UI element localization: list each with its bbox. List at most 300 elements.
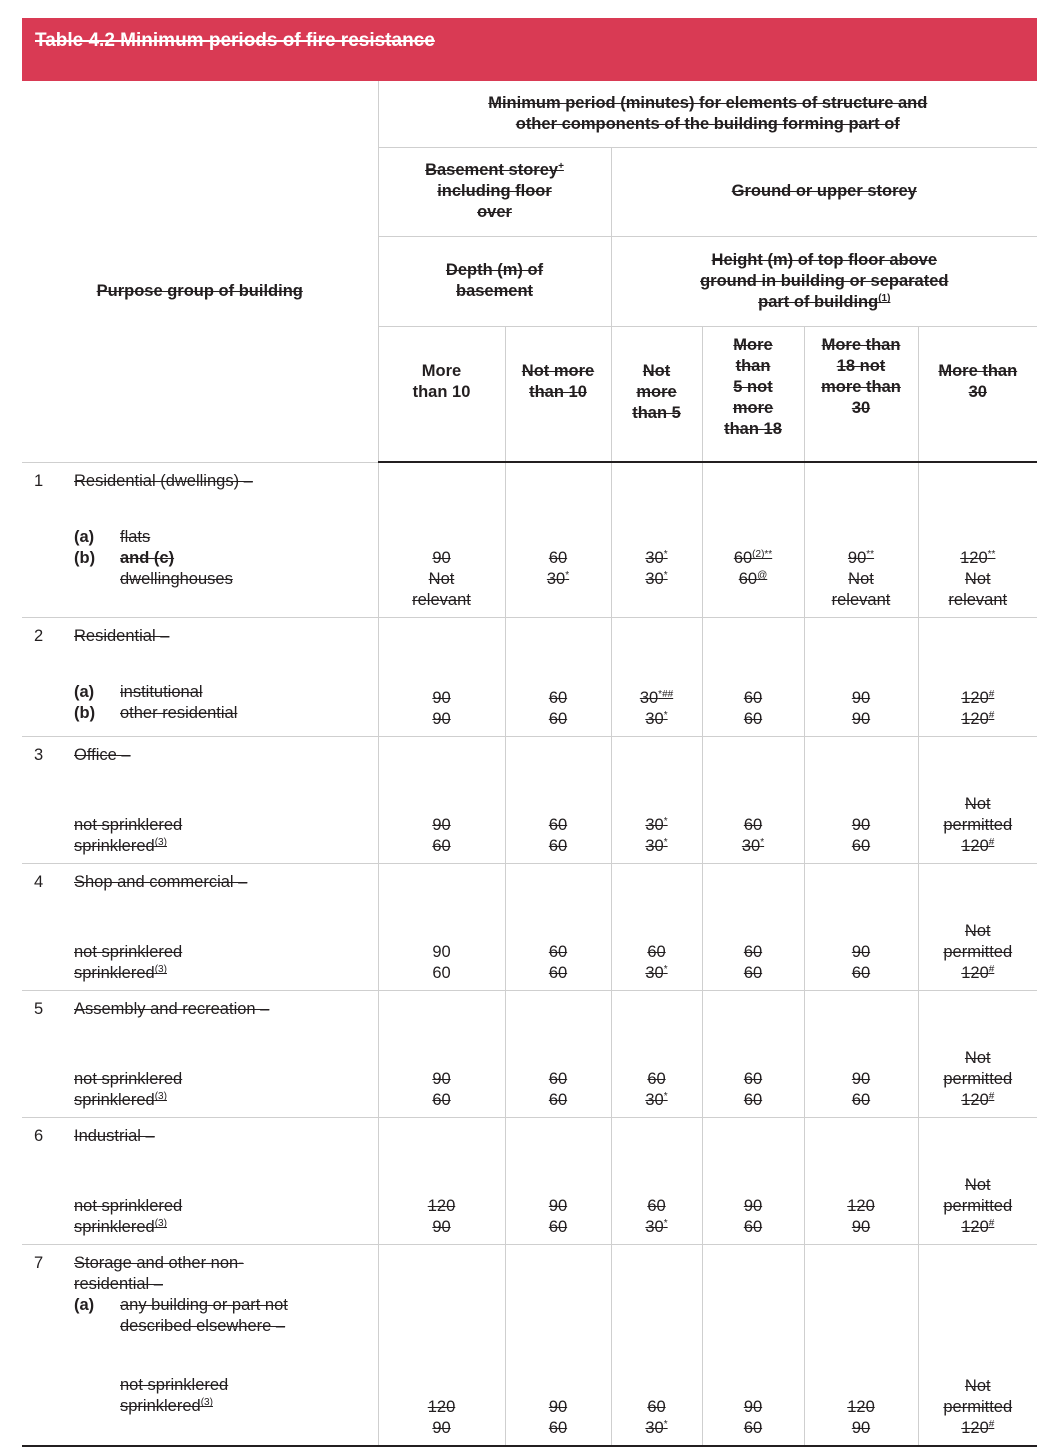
group-number: 6 — [34, 1126, 44, 1145]
value — [919, 1196, 1038, 1217]
column-header-3-line-2: more — [636, 382, 677, 401]
value — [506, 1397, 611, 1418]
value-mark: * — [663, 963, 668, 975]
column-header-5-line-2: 18 not — [836, 356, 886, 375]
item-text: sprinklered — [120, 1396, 201, 1415]
value — [379, 1069, 505, 1090]
value — [379, 1397, 505, 1418]
item-mark: (3) — [154, 963, 167, 975]
column-header-3-line-1: Not — [642, 361, 671, 380]
item-label: (a) — [74, 527, 95, 546]
value — [612, 590, 702, 611]
item-text: not sprinklered — [74, 1196, 183, 1215]
value — [919, 1090, 1038, 1111]
value-text: 60 — [851, 1090, 871, 1109]
item-text: not sprinklered — [74, 942, 183, 961]
group-4-col-5 — [804, 863, 918, 990]
column-header-4-line-3: 5 not — [733, 377, 773, 396]
value — [612, 709, 702, 730]
column-header-4-line-1: More — [733, 335, 773, 354]
value — [703, 1418, 804, 1439]
value-text: 30 — [645, 709, 664, 728]
value-top: Not — [964, 1048, 991, 1067]
table-title-banner — [22, 18, 1037, 81]
column-header-6-line-2: 30 — [968, 382, 987, 401]
value — [612, 963, 702, 984]
value — [703, 590, 804, 611]
value — [506, 963, 611, 984]
value-mark: * — [663, 815, 668, 827]
value-mark: * — [663, 569, 668, 581]
group-7-sub — [34, 1295, 378, 1316]
value-top: Not — [964, 1175, 991, 1194]
value-text: 120 — [961, 963, 989, 982]
value-text: 120 — [961, 1419, 989, 1437]
group-3-col-1 — [378, 736, 505, 863]
group-7-title-2: residential – — [74, 1274, 163, 1293]
group-7-col-3 — [611, 1244, 702, 1446]
value — [379, 1196, 505, 1217]
height-line-2: ground in building or separated — [700, 271, 949, 290]
value — [506, 1069, 611, 1090]
value-text: 30 — [645, 1419, 664, 1437]
value-mark: # — [988, 688, 995, 700]
table-title: Table 4.2 Minimum periods of fire resistance — [35, 30, 435, 51]
group-name: Assembly and recreation – — [74, 999, 270, 1018]
group-5-col-3 — [611, 990, 702, 1117]
value-text: 90 — [432, 688, 451, 707]
group-6-col-6 — [918, 1117, 1037, 1244]
item-text: other residential — [120, 703, 238, 722]
group-6-title — [34, 1126, 378, 1147]
value — [506, 688, 611, 709]
value-mark: * — [663, 1217, 668, 1229]
value — [805, 1090, 918, 1111]
value-text: 30 — [645, 548, 664, 567]
value-text: 30 — [645, 1217, 664, 1236]
group-6-col-1 — [378, 1117, 505, 1244]
value — [703, 1397, 804, 1418]
value-text: 90 — [548, 1398, 568, 1416]
value — [379, 548, 505, 569]
group-2-col-5 — [804, 617, 918, 736]
value — [379, 942, 505, 963]
group-6-col-5 — [804, 1117, 918, 1244]
group-7-item-1 — [34, 1375, 378, 1396]
value-text: 60 — [548, 688, 568, 707]
value — [919, 815, 1038, 836]
group-5-title — [34, 999, 378, 1020]
group-name: Industrial – — [74, 1126, 155, 1145]
value-text: 60 — [743, 709, 763, 728]
value — [612, 815, 702, 836]
group-7-item-2 — [34, 1396, 378, 1417]
value-text: Not — [964, 569, 991, 588]
value — [805, 709, 918, 730]
value-text: 30 — [639, 688, 659, 707]
group-name: Storage and other non- — [74, 1253, 244, 1272]
item-text: sprinklered — [74, 1090, 155, 1109]
group-7-label-cell — [22, 1244, 378, 1446]
value-text: 60 — [743, 688, 763, 707]
group-4-col-1 — [378, 863, 505, 990]
value-text: permitted — [943, 1069, 1013, 1088]
item-mark: (3) — [200, 1396, 213, 1408]
group-row-5 — [22, 990, 1037, 1117]
column-header-4-line-2: than — [735, 356, 771, 375]
value-text: relevant — [948, 590, 1008, 609]
value — [919, 709, 1038, 730]
group-number: 7 — [34, 1253, 44, 1272]
value-text: 90 — [851, 709, 871, 728]
value-text: 90 — [548, 1196, 568, 1215]
value-text: 30 — [645, 836, 664, 855]
value-text: 120 — [961, 1090, 989, 1109]
value-text: 90 — [851, 815, 871, 834]
value-text: 60 — [548, 836, 568, 855]
basement-mark: + — [558, 161, 564, 172]
value-text: 60 — [548, 1069, 568, 1088]
value-text: permitted — [943, 1196, 1013, 1215]
group-1-item-2 — [34, 548, 378, 569]
value-mark: * — [663, 836, 668, 848]
group-6-item-1 — [34, 1196, 378, 1217]
height-mark: (1) — [878, 292, 891, 304]
value-text: permitted — [943, 815, 1013, 834]
group-2-col-4 — [702, 617, 804, 736]
minimum-period-line-1: Minimum period (minutes) for elements of structure and — [488, 93, 928, 112]
value — [379, 1418, 505, 1439]
spacer — [34, 766, 378, 815]
item-label: (a) — [74, 682, 95, 701]
group-7-col-2 — [505, 1244, 611, 1446]
value-text: 60 — [548, 963, 568, 982]
value — [612, 688, 702, 709]
sub-label: (a) — [74, 1295, 95, 1314]
value — [612, 1397, 702, 1418]
value-mark: # — [988, 836, 995, 848]
spacer — [34, 1020, 378, 1069]
value-text: 90 — [432, 942, 451, 961]
group-1-col-3 — [611, 462, 702, 617]
value — [379, 963, 505, 984]
item-label: (b) — [74, 703, 96, 722]
depth-header — [378, 236, 611, 326]
group-row-3 — [22, 736, 1037, 863]
group-row-1 — [22, 462, 1037, 617]
value — [612, 1418, 702, 1439]
value — [919, 1069, 1038, 1090]
group-1-col-6 — [918, 462, 1037, 617]
group-1-item-3 — [34, 569, 378, 590]
group-7-sub-2: described elsewhere – — [120, 1316, 286, 1335]
item-text: not sprinklered — [74, 1069, 183, 1088]
group-4-col-2 — [505, 863, 611, 990]
value-text: 60 — [743, 1090, 763, 1109]
value — [506, 815, 611, 836]
ground-upper-label: Ground or upper storey — [731, 182, 917, 200]
purpose-group-label: Purpose group of building — [96, 281, 303, 300]
value-text: 60 — [743, 1419, 763, 1437]
value-text: 90 — [743, 1398, 763, 1416]
value — [703, 942, 804, 963]
value — [379, 709, 505, 730]
height-line-3: part of building — [758, 292, 879, 311]
value — [612, 1217, 702, 1238]
value — [703, 815, 804, 836]
value — [703, 963, 804, 984]
group-3-item-1 — [34, 815, 378, 836]
group-row-7 — [22, 1244, 1037, 1446]
value — [919, 1397, 1038, 1418]
value — [805, 688, 918, 709]
group-2-col-6 — [918, 617, 1037, 736]
value — [919, 1418, 1038, 1439]
value — [612, 1196, 702, 1217]
group-7-col-6 — [918, 1244, 1037, 1446]
value-mark: # — [988, 963, 995, 975]
group-number: 4 — [34, 872, 44, 891]
value-text: 90 — [851, 942, 871, 961]
value — [703, 548, 804, 569]
value-text: 60 — [548, 709, 568, 728]
group-1-title — [34, 471, 378, 492]
value — [703, 569, 804, 590]
value-mark: * — [663, 709, 668, 721]
value — [612, 942, 702, 963]
value-text: permitted — [943, 942, 1013, 961]
value-text: relevant — [412, 590, 471, 609]
group-2-item-2 — [34, 703, 378, 724]
value-text: 60 — [851, 963, 871, 982]
sub-text: any building or part not — [120, 1295, 288, 1314]
group-7-col-1 — [378, 1244, 505, 1446]
group-4-item-1 — [34, 942, 378, 963]
value — [506, 1090, 611, 1111]
value — [506, 1217, 611, 1238]
value-top: Not — [964, 794, 991, 813]
value-text: 30 — [645, 963, 664, 982]
value — [379, 1090, 505, 1111]
item-text: dwellinghouses — [120, 569, 233, 588]
value — [805, 836, 918, 857]
spacer — [34, 647, 378, 682]
value-text: 90 — [432, 1217, 451, 1236]
value — [379, 569, 505, 590]
value-text: 90 — [851, 1217, 871, 1236]
purpose-group-header — [22, 81, 378, 462]
value — [379, 815, 505, 836]
height-line-1: Height (m) of top floor above — [711, 250, 938, 269]
group-4-label-cell — [22, 863, 378, 990]
value-text: 90 — [432, 1069, 451, 1088]
table-4-2 — [22, 18, 1037, 1447]
group-6-col-3 — [611, 1117, 702, 1244]
value — [919, 590, 1038, 611]
value-text: 120 — [961, 1217, 989, 1236]
group-7-title — [34, 1253, 378, 1274]
value-mark: # — [988, 709, 995, 721]
group-4-col-4 — [702, 863, 804, 990]
value — [805, 548, 918, 569]
value — [506, 1196, 611, 1217]
value — [506, 942, 611, 963]
group-7-col-4 — [702, 1244, 804, 1446]
value — [506, 590, 611, 611]
depth-line-2: basement — [455, 282, 534, 300]
value-text: 60 — [548, 1090, 568, 1109]
value — [805, 942, 918, 963]
value — [703, 1090, 804, 1111]
group-5-label-cell — [22, 990, 378, 1117]
group-5-col-2 — [505, 990, 611, 1117]
group-4-col-6 — [918, 863, 1037, 990]
value-text: 90 — [851, 1419, 871, 1437]
group-3-label-cell — [22, 736, 378, 863]
value-text: 60 — [743, 1217, 763, 1236]
value-text: 30 — [645, 1090, 664, 1109]
group-1-col-5 — [804, 462, 918, 617]
value-text: 60 — [432, 836, 451, 855]
item-mark: (3) — [154, 836, 167, 848]
value-text: 60 — [743, 1069, 763, 1088]
value — [919, 688, 1038, 709]
value-mark: # — [988, 1090, 995, 1102]
value-text: 90 — [851, 688, 871, 707]
value-mark: * — [663, 1419, 668, 1430]
value — [703, 1196, 804, 1217]
value — [703, 1069, 804, 1090]
group-3-item-2 — [34, 836, 378, 857]
group-3-col-5 — [804, 736, 918, 863]
value-text: 120 — [847, 1398, 875, 1416]
value — [506, 836, 611, 857]
value-text: 90 — [851, 1069, 871, 1088]
group-3-col-2 — [505, 736, 611, 863]
group-name: Residential (dwellings) – — [74, 471, 253, 490]
value-text: 90 — [743, 1196, 763, 1215]
value-text: 90 — [847, 548, 867, 567]
value-text: Not — [428, 569, 455, 588]
item-text: institutional — [120, 682, 203, 701]
group-3-col-4 — [702, 736, 804, 863]
column-header-5-line-3: more than — [821, 377, 901, 396]
column-header-1-line-2: than 10 — [412, 382, 471, 401]
value — [703, 836, 804, 857]
basement-storey-line-1: Basement storey — [425, 161, 559, 179]
spacer — [34, 1147, 378, 1196]
group-3-col-6 — [918, 736, 1037, 863]
value-mark: (2)** — [752, 548, 773, 560]
value-mark: *## — [658, 688, 674, 700]
group-1-col-2 — [505, 462, 611, 617]
group-2-col-2 — [505, 617, 611, 736]
column-header-1 — [378, 326, 505, 462]
value-text: 90 — [432, 815, 451, 834]
group-4-item-2 — [34, 963, 378, 984]
value-text: 120 — [960, 548, 988, 567]
value-top: Not — [964, 1377, 991, 1395]
value — [703, 1217, 804, 1238]
basement-storey-line-2: including floor — [437, 182, 552, 200]
column-header-6-line-1: More than — [938, 361, 1018, 380]
group-row-4 — [22, 863, 1037, 990]
value — [805, 1196, 918, 1217]
value — [612, 569, 702, 590]
basement-storey-line-3: over — [477, 203, 512, 221]
value-text: 60 — [548, 1217, 568, 1236]
fire-resistance-table — [22, 81, 1037, 1447]
minimum-period-header — [378, 81, 1037, 147]
group-6-label-cell — [22, 1117, 378, 1244]
value — [506, 569, 611, 590]
value-text: 60 — [743, 963, 763, 982]
height-header — [611, 236, 1037, 326]
value — [379, 1217, 505, 1238]
value-text: 60 — [738, 569, 758, 588]
value — [379, 688, 505, 709]
value-text: 120 — [961, 836, 989, 855]
group-5-col-4 — [702, 990, 804, 1117]
value-text: 120 — [427, 1398, 456, 1416]
basement-storey-header — [378, 147, 611, 236]
item-mark: (3) — [154, 1217, 167, 1229]
value — [612, 1090, 702, 1111]
value-text: 30 — [546, 569, 566, 588]
value-text: 30 — [645, 815, 664, 834]
group-name: Residential – — [74, 626, 170, 645]
column-header-3 — [611, 326, 702, 462]
value-top: Not — [964, 921, 991, 940]
value-text: 120 — [847, 1196, 875, 1215]
value-mark: # — [988, 1217, 995, 1229]
value — [805, 569, 918, 590]
group-5-col-1 — [378, 990, 505, 1117]
item-mark: (3) — [154, 1090, 167, 1102]
value-text: relevant — [831, 590, 891, 609]
value-text: 60 — [548, 942, 568, 961]
spacer — [34, 1337, 378, 1375]
value-mark: ** — [866, 548, 875, 560]
value-text: 60 — [548, 1419, 568, 1437]
group-1-item-1 — [34, 527, 378, 548]
group-5-item-1 — [34, 1069, 378, 1090]
value-text: 60 — [647, 942, 666, 961]
item-text: sprinklered — [74, 1217, 155, 1236]
group-2-item-1 — [34, 682, 378, 703]
value — [919, 836, 1038, 857]
item-label: (b) — [74, 548, 96, 567]
value-text: 120 — [961, 709, 989, 728]
depth-line-1: Depth (m) of — [445, 261, 544, 279]
column-header-2-line-2: than 10 — [529, 382, 587, 401]
group-6-col-2 — [505, 1117, 611, 1244]
group-6-item-2 — [34, 1217, 378, 1238]
value-text: 60 — [432, 963, 451, 982]
group-name: Shop and commercial – — [74, 872, 248, 891]
column-header-6 — [918, 326, 1037, 462]
value — [379, 590, 505, 611]
value — [612, 836, 702, 857]
value-mark: * — [663, 548, 668, 560]
group-5-col-6 — [918, 990, 1037, 1117]
group-name: Office – — [74, 745, 131, 764]
value — [805, 1397, 918, 1418]
value — [805, 1418, 918, 1439]
group-4-title — [34, 872, 378, 893]
column-header-2 — [505, 326, 611, 462]
group-1-col-4 — [702, 462, 804, 617]
